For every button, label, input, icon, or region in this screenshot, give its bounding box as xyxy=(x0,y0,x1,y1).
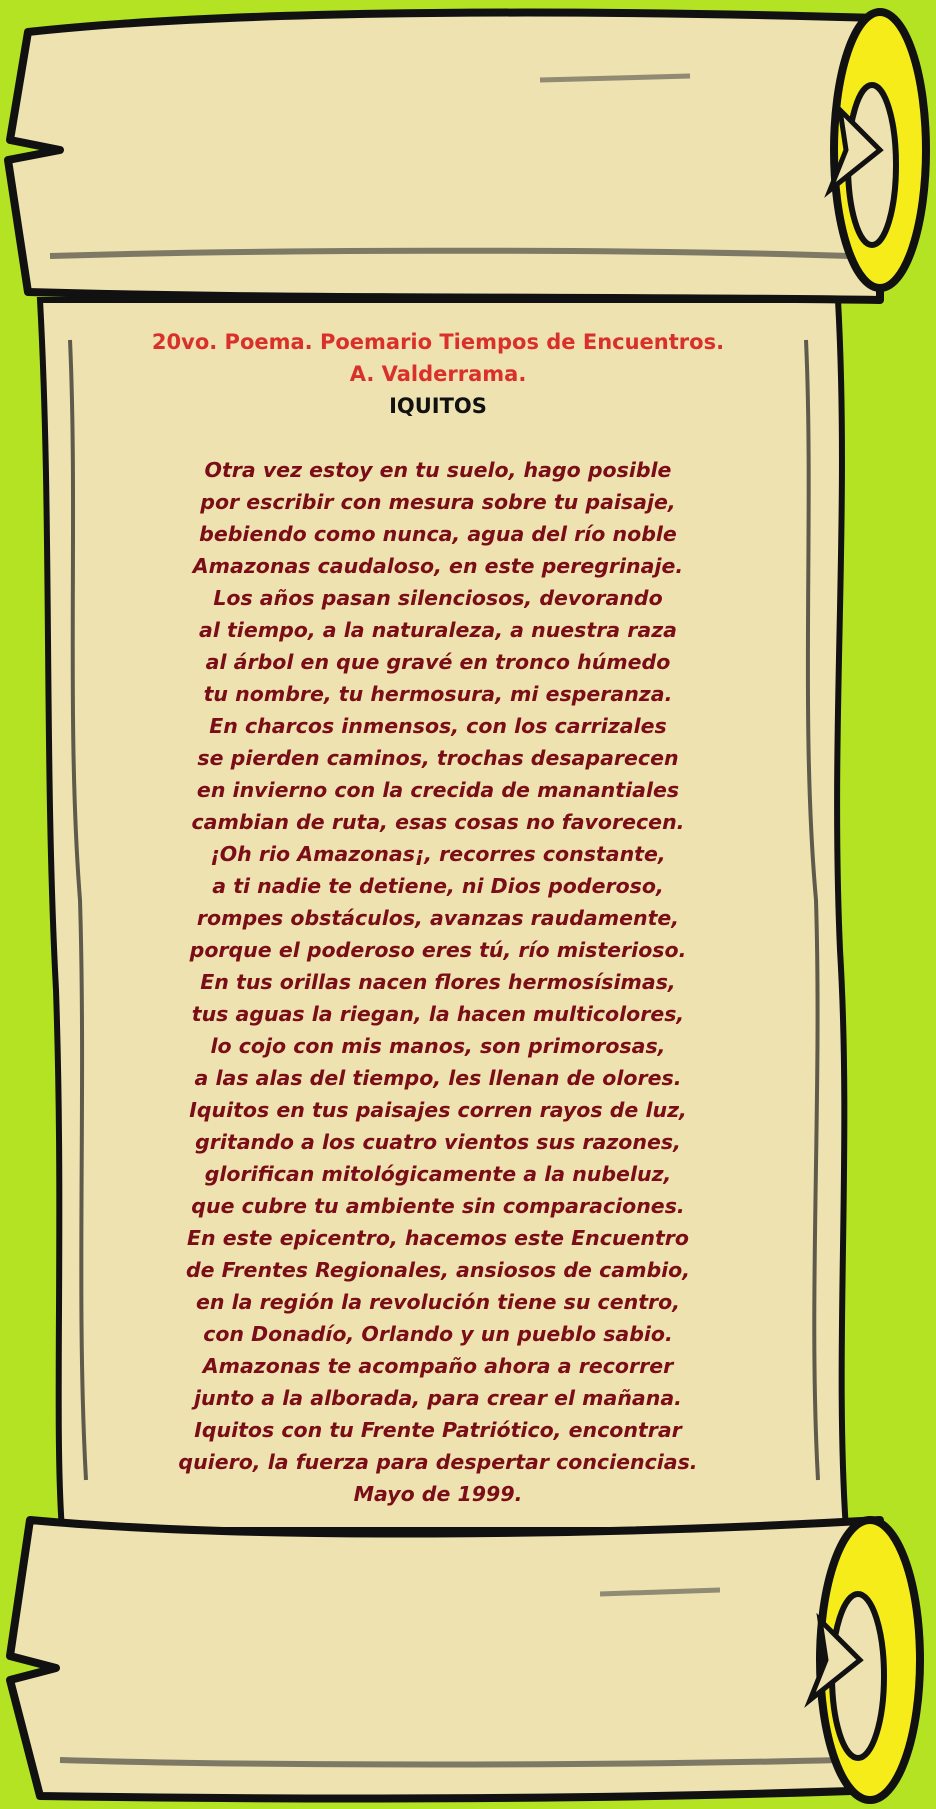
poem-verse-line: Amazonas caudaloso, en este peregrinaje. xyxy=(192,554,684,578)
poem-verse-line: bebiendo como nunca, agua del río noble xyxy=(199,522,677,546)
poem-verse-line: En charcos inmensos, con los carrizales xyxy=(209,714,667,738)
poem-verse-line: glorifican mitológicamente a la nubeluz, xyxy=(204,1162,672,1186)
poem-verse-line: en invierno con la crecida de manantiales xyxy=(196,778,680,802)
poem-title: IQUITOS xyxy=(389,394,487,418)
poem-verse-line: Otra vez estoy en tu suelo, hago posible xyxy=(204,458,672,482)
poem-verse-line: se pierden caminos, trochas desaparecen xyxy=(197,746,679,770)
poem-verse-line: a ti nadie te detiene, ni Dios poderoso, xyxy=(212,874,664,898)
poem-verse-line: de Frentes Regionales, ansiosos de cambio, xyxy=(185,1258,691,1282)
poem-heading: 20vo. Poema. Poemario Tiempos de Encuentros. A. Valderrama. xyxy=(151,330,725,386)
poem-verse-line: rompes obstáculos, avanzas raudamente, xyxy=(196,906,680,930)
poem-verse-line: por escribir con mesura sobre tu paisaje, xyxy=(200,490,676,514)
poem-verse-line: tus aguas la riegan, la hacen multicolores, xyxy=(191,1002,685,1026)
poem-verse-line: lo cojo con mis manos, son primorosas, xyxy=(210,1034,666,1058)
poem-verse-line: que cubre tu ambiente sin comparaciones. xyxy=(191,1194,685,1218)
poem-verse-line: Iquitos en tus paisajes corren rayos de luz, xyxy=(189,1098,687,1122)
poem-verse-line: Los años pasan silenciosos, devorando xyxy=(213,586,663,610)
poem-verse-line: En este epicentro, hacemos este Encuentro xyxy=(187,1226,689,1250)
poem-verse-line: porque el poderoso eres tú, río misterioso. xyxy=(189,938,687,962)
poem-verse-line: Iquitos con tu Frente Patriótico, encontrar xyxy=(194,1418,682,1442)
poem-verses xyxy=(150,454,726,1510)
poem-verse-line: a las alas del tiempo, les llenan de olores. xyxy=(194,1066,682,1090)
poem-text-area xyxy=(150,326,726,1510)
poem-verse-line: quiero, la fuerza para despertar conciencias. xyxy=(178,1450,698,1474)
poem-verse-line: con Donadío, Orlando y un pueblo sabio. xyxy=(203,1322,673,1346)
scroll-top-roll xyxy=(8,13,880,300)
poem-verse-line: ¡Oh rio Amazonas¡, recorres constante, xyxy=(210,842,666,866)
poem-verse-line: junto a la alborada, para crear el mañana. xyxy=(194,1386,682,1410)
scroll-bottom-roll xyxy=(10,1520,880,1798)
poem-verse-line: tu nombre, tu hermosura, mi esperanza. xyxy=(203,682,673,706)
poem-verse-line: al árbol en que gravé en tronco húmedo xyxy=(205,650,671,674)
poem-verse-line: Mayo de 1999. xyxy=(353,1482,523,1506)
poem-verse-line: Amazonas te acompaño ahora a recorrer xyxy=(202,1354,674,1378)
poem-verse-line: gritando a los cuatro vientos sus razones, xyxy=(195,1130,681,1154)
poem-verse-line: cambian de ruta, esas cosas no favorecen. xyxy=(191,810,685,834)
poem-verse-line: al tiempo, a la naturaleza, a nuestra raza xyxy=(199,618,677,642)
poem-verse-line: en la región la revolución tiene su centro, xyxy=(196,1290,680,1314)
poem-verse-line: En tus orillas nacen flores hermosísimas, xyxy=(200,970,676,994)
